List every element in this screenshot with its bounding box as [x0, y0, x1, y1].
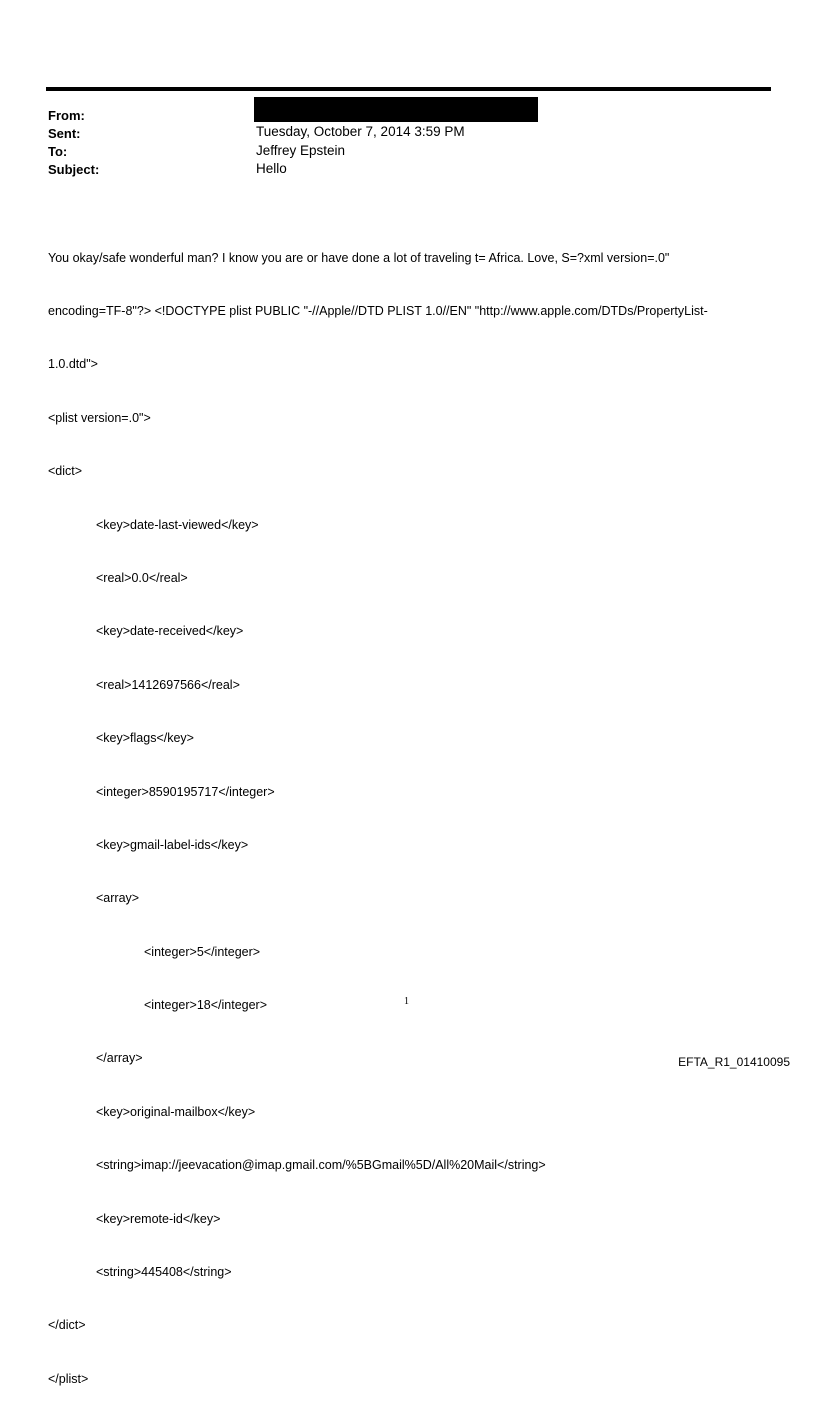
body-line: <string>445408</string> — [96, 1265, 232, 1280]
body-line: <real>0.0</real> — [96, 570, 188, 585]
from-label: From: — [48, 108, 85, 123]
body-line: <string>imap://jeevacation@imap.gmail.com/%5BGmail%5D/All%20Mail</string> — [96, 1158, 546, 1173]
body-line: <key>original-mailbox</key> — [96, 1104, 256, 1119]
body-line: encoding=TF-8"?> <!DOCTYPE plist PUBLIC "-//Apple//DTD PLIST 1.0//EN" "http://www.apple.com/DTDs/PropertyList- — [48, 303, 708, 318]
body-line: </array> — [96, 1051, 143, 1066]
to-label: To: — [48, 144, 68, 159]
body-line: <key>gmail-label-ids</key> — [96, 837, 249, 852]
header-divider — [46, 87, 771, 91]
body-line: <key>date-last-viewed</key> — [96, 517, 259, 532]
body-line: You okay/safe wonderful man? I know you are or have done a lot of traveling t= Africa. Love, S=?xml version=.0" — [48, 250, 670, 265]
sent-label: Sent: — [48, 126, 81, 141]
body-line: <key>date-received</key> — [96, 624, 244, 639]
body-line: <key>flags</key> — [96, 731, 194, 746]
body-line: </plist> — [48, 1371, 89, 1386]
body-line: <integer>8590195717</integer> — [96, 784, 275, 799]
body-line: <dict> — [48, 464, 83, 479]
body-line: </dict> — [48, 1318, 86, 1333]
body-line: <integer>5</integer> — [144, 944, 261, 959]
body-line: <real>1412697566</real> — [96, 677, 240, 692]
subject-label: Subject: — [48, 162, 100, 177]
body-line: <key>remote-id</key> — [96, 1211, 221, 1226]
body-line: <array> — [96, 891, 140, 906]
page-number: 1 — [404, 996, 409, 1007]
sent-value: Tuesday, October 7, 2014 3:59 PM — [256, 124, 465, 139]
body-line: 1.0.dtd"> — [48, 357, 98, 372]
redaction-box — [254, 97, 538, 122]
body-line: <plist version=.0"> — [48, 410, 151, 425]
document-id: EFTA_R1_01410095 — [678, 1055, 790, 1069]
body-line: <integer>18</integer> — [144, 998, 268, 1013]
subject-value: Hello — [256, 161, 287, 176]
email-body — [48, 214, 768, 1424]
to-value: Jeffrey Epstein — [256, 143, 346, 158]
